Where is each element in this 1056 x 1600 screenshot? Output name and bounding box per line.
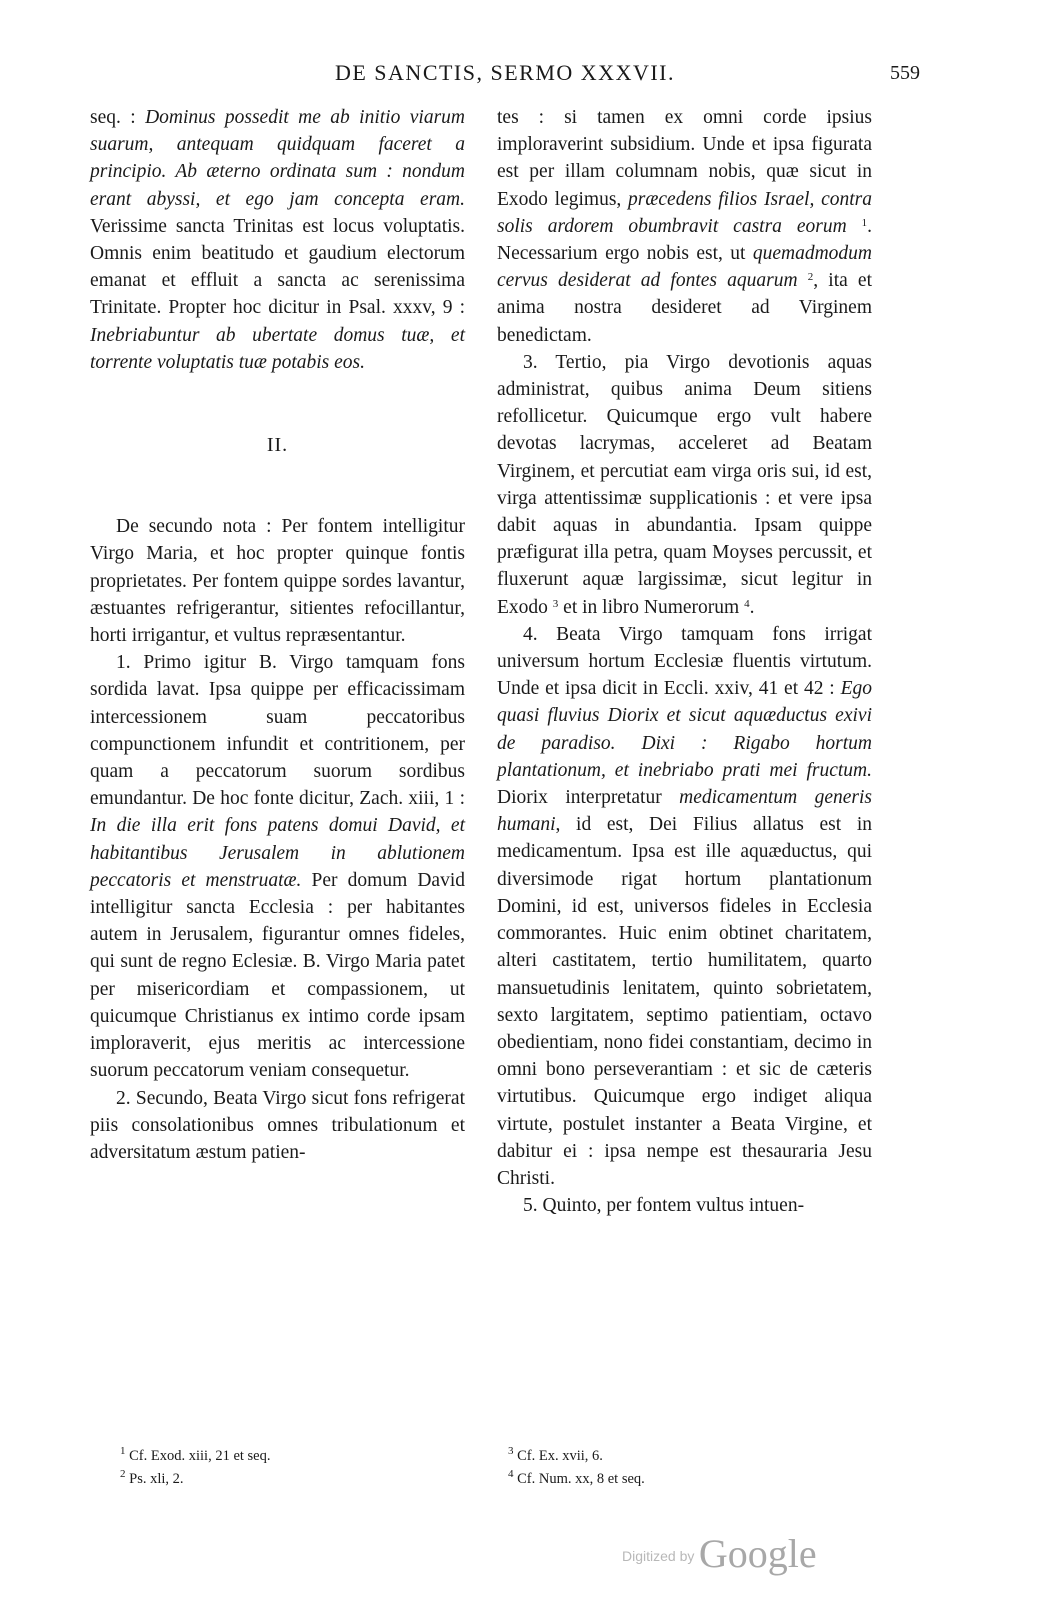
footnote-text: Cf. Num. xx, 8 et seq. [517,1471,645,1487]
footnote-text: Cf. Ex. xvii, 6. [517,1448,603,1464]
text-run: . Necessarium ergo nobis est, ut [497,215,873,265]
paragraph-point-5: 5. Quinto, per fontem vultus intuen- [523,1195,805,1217]
digitized-watermark [622,1530,817,1577]
paragraph-continuation [497,104,872,349]
text-run: Per domum David intelligitur sancta Ecclesia : per habitantes autem in Jerusalem, figurantur omnes fideles, qui sunt de regno Eclesiæ. B. Virgo Maria patet per misericordiam et compassionem, ut quicumque Christianus ex intimo corde ipsam imploraverit, ejus meritis ac intercessione suorum peccatorum veniam consequetur. [90,869,466,1082]
footnotes-right [508,1445,645,1491]
text-run: Diorix interpretatur [497,787,680,809]
text-run: et in libro Numerorum [558,596,740,618]
paragraph-point-3 [497,349,872,621]
paragraph-continuation [90,104,465,376]
footnote-mark: 3 [508,1445,514,1457]
google-logo: Google [698,1531,817,1576]
section-heading: II. [266,434,289,457]
footnote-marker: 2 [807,271,814,284]
scripture-quote: In die illa erit fons patens domui David, et habitantibus Jerusalem in ablutionem peccatoris et menstruatæ. [90,815,465,891]
paragraph-point-2: 2. Secundo, Beata Virgo sicut fons refrigerat piis consolationibus omnes tribulationum et adversitatum æstum patien- [90,1087,465,1163]
page-header [90,58,920,94]
scripture-quote: Inebriabuntur ab ubertate domus tuæ, et torrente voluptatis tuæ potabis eos. [90,324,465,373]
text-run: 4. Beata Virgo tamquam fons irrigat universum hortum Ecclesiæ fluentis virtutum. Unde et ipsa dicit in Eccli. xxiv, 41 et 42 : [497,623,872,700]
scripture-quote: præcedens filios Israel, contra solis ardorem obumbravit castra eorum [497,188,872,237]
footnote-text: Cf. Exod. xiii, 21 et seq. [129,1448,271,1464]
page-number: 559 [890,62,920,84]
footnote-text: Ps. xli, 2. [129,1471,184,1487]
footnote-marker: 3 [552,597,559,610]
footnote-mark: 4 [508,1468,514,1480]
scripture-quote: Ego quasi fluvius Diorix et sicut aquæductus exivi de paradiso. Dixi : Rigabo hortum plantationum, et inebriabo prati mei fructum. [497,678,872,781]
text-run: tes : si tamen ex omni corde ipsius imploraverint subsidium. Unde et ipsa figurata est per illam columnam nobis, quæ sicut in Exodo legimus, [497,107,872,210]
text-run: , id est, Dei Filius allatus est in medicamentum. Ipsa est ille aquæductus, qui diversimode rigat hortum plantationum Domini, id est, universos fideles in Ecclesia commorantes. Huic enim obtinet charitatem, alteri castitatem, tertio humilitatem, quarto mansuetudinis lenitatem, quinto sobrietatem, sexto largitatem, septimo patientiam, octavo obedientiam, nono fidei constantiam, decimo in omni bono perseverantiam : et sic de cæteris virtutibus. Quicumque ergo indiget aliqua virtute, postulet instanter a Beata Virgine, et dabitur ei : ipsa nempe est thesauraria Jesu Christi. [497,814,872,1189]
footnote [120,1468,271,1491]
footnote [508,1468,645,1491]
footnote [508,1445,645,1468]
footnote-mark: 1 [120,1445,126,1457]
footnote-mark: 2 [120,1468,126,1480]
text-run: 1. Primo igitur B. Virgo tamquam fons sordida lavat. Ipsa quippe per efficacissimam intercessionem suam peccatoribus compunctionem infundit et contritionem, per quam a peccatorum suorum sordibus emundantur. De hoc fonte dicitur, Zach. xiii, 1 : [90,652,465,810]
footnote-marker: 4 [744,597,750,610]
running-title: DE SANCTIS, SERMO XXXVII. [334,60,675,85]
text-run: Verissime sancta Trinitas est locus voluptatis. Omnis enim beatitudo et gaudium electorum emanat et effluit a sancta ac serenissima Trinitate. Propter hoc dicitur in Psal. xxxv, 9 : [90,215,465,319]
footnotes-left [120,1445,271,1491]
text-run: seq. : [90,107,146,128]
paragraph-point-4 [497,621,872,1192]
scripture-quote: Dominus possedit me ab initio viarum suarum, antequam quidquam faceret a principio. Ab æterno ordinata sum : nondum erant abyssi, et ego jam concepta eram. [90,107,465,210]
footnote-marker: 1 [861,216,868,229]
footnote [120,1445,271,1468]
scripture-quote: medicamentum generis humani [497,787,872,836]
text-run: , ita et anima nostra desideret ad Virginem benedictam. [497,270,872,346]
text-run: . [749,596,755,618]
scripture-quote: quemadmodum cervus desiderat ad fontes aquarum [497,243,872,292]
left-column [90,104,465,1166]
text-run: 3. Tertio, pia Virgo devotionis aquas administrat, quibus anima Deum sitiens refollicetur. Quicumque ergo vult habere devotas lacrymas, acceleret ad Beatam Virginem, et percutiat eam virga oris sui, id est, virga attentissimæ supplicationis : et vere ipsa dabit aquas in abundantia. Ipsam quippe præfigurat illa petra, quam Moyses percussit, et fluxerunt aquæ largissimæ, sicut legitur in Exodo [497,351,872,618]
paragraph-point-1 [90,649,465,1084]
watermark-prefix: Digitized by [622,1548,695,1564]
right-column [497,104,872,1219]
paragraph-intro: De secundo nota : Per fontem intelligitur Virgo Maria, et hoc propter quinque fontis proprietates. Per fontem quippe sordes lavantur, æstuantes refrigerantur, sitientes refocillantur, horti irrigantur, et vultus repræsentantur. [90,516,465,647]
